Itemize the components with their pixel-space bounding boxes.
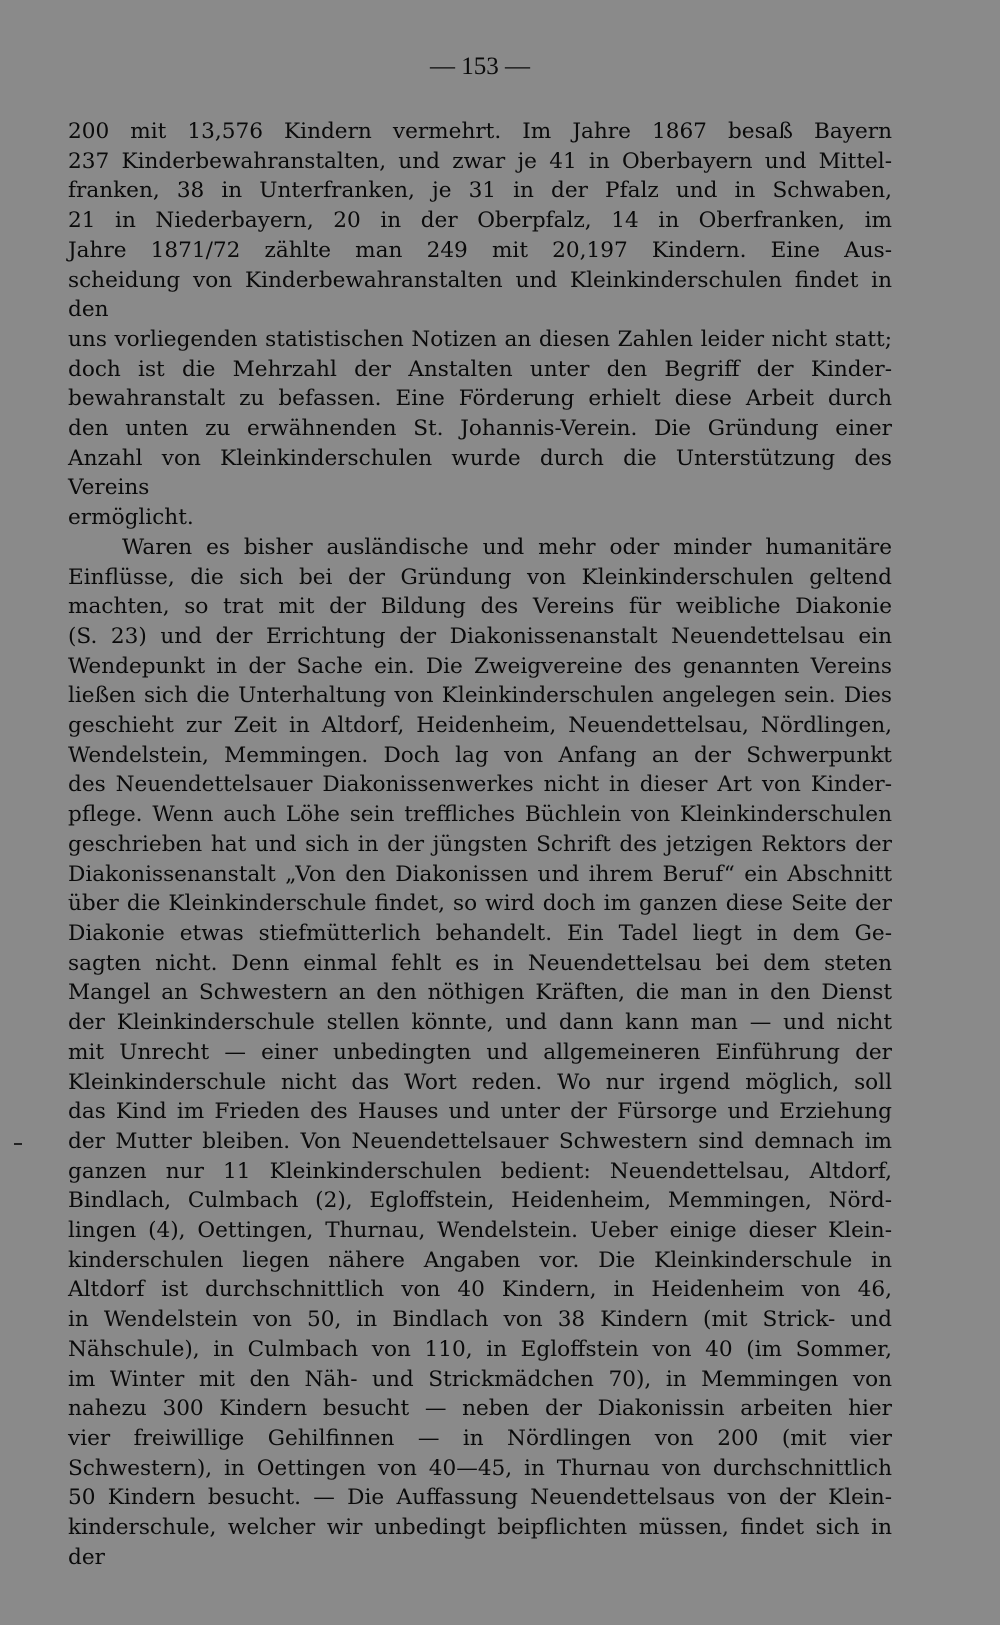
text-line: Jahre 1871/72 zählte man 249 mit 20,197 Kindern. Eine Aus- xyxy=(68,237,892,263)
text-line: geschieht zur Zeit in Altdorf, Heidenheim, Neuendettelsau, Nördlingen, xyxy=(68,713,892,739)
text-line: das Kind im Frieden des Hauses und unter der Fürsorge und Erziehung xyxy=(68,1099,892,1125)
text-line: Wendelstein, Memmingen. Doch lag von Anfang an der Schwerpunkt xyxy=(68,742,892,768)
text-line: des Neuendettelsauer Diakonissenwerkes nicht in dieser Art von Kinder- xyxy=(68,772,892,798)
text-line: nahezu 300 Kindern besucht — neben der Diakonissin arbeiten hier xyxy=(68,1396,892,1422)
text-line: bewahranstalt zu befassen. Eine Förderung erhielt diese Arbeit durch xyxy=(68,386,892,412)
text-line: Nähschule), in Culmbach von 110, in Egloffstein von 40 (im Sommer, xyxy=(68,1336,892,1362)
text-line: der Mutter bleiben. Von Neuendettelsauer Schwestern sind demnach im xyxy=(68,1128,892,1154)
text-line: Wendepunkt in der Sache ein. Die Zweigvereine des genannten Vereins xyxy=(68,653,892,679)
text-line: Diakonie etwas stiefmütterlich behandelt. Ein Tadel liegt in dem Ge- xyxy=(68,920,892,946)
page-number: — 153 — xyxy=(430,53,530,80)
text-line: Anzahl von Kleinkinderschulen wurde durch die Unterstützung des Vereins xyxy=(68,445,892,501)
text-line: Schwestern), in Oettingen von 40—45, in Thurnau von durchschnittlich xyxy=(68,1455,892,1481)
text-line: der Kleinkinderschule stellen könnte, und dann kann man — und nicht xyxy=(68,1010,892,1036)
text-line: in Wendelstein von 50, in Bindlach von 38 Kindern (mit Strick- und xyxy=(68,1307,892,1333)
text-line: kinderschulen liegen nähere Angaben vor. Die Kleinkinderschule in xyxy=(68,1247,892,1273)
text-line: uns vorliegenden statistischen Notizen an diesen Zahlen leider nicht statt; xyxy=(68,326,892,352)
text-line: Diakonissenanstalt „Von den Diakonissen und ihrem Beruf“ ein Abschnitt xyxy=(68,861,892,887)
text-line: doch ist die Mehrzahl der Anstalten unter den Begriff der Kinder- xyxy=(68,356,892,382)
book-page xyxy=(68,52,892,1572)
paragraph-2 xyxy=(68,533,892,1573)
text-line: vier freiwillige Gehilfinnen — in Nördlingen von 200 (mit vier xyxy=(68,1425,892,1451)
text-line: geschrieben hat und sich in der jüngsten Schrift des jetzigen Rektors der xyxy=(68,831,892,857)
text-line: Mangel an Schwestern an den nöthigen Kräften, die man in den Dienst xyxy=(68,980,892,1006)
paragraph-1 xyxy=(68,117,892,533)
text-line: scheidung von Kinderbewahranstalten und Kleinkinderschulen findet in den xyxy=(68,267,892,323)
text-line: 200 mit 13,576 Kindern vermehrt. Im Jahre 1867 besaß Bayern xyxy=(68,119,892,144)
text-line: über die Kleinkinderschule findet, so wird doch im ganzen diese Seite der xyxy=(68,891,892,917)
text-line: 237 Kinderbewahranstalten, und zwar je 41 in Oberbayern und Mittel- xyxy=(68,148,892,174)
text-line: mit Unrecht — einer unbedingten und allgemeineren Einführung der xyxy=(68,1039,892,1065)
text-line: franken, 38 in Unterfranken, je 31 in der Pfalz und in Schwaben, xyxy=(68,178,892,204)
text-line: 21 in Niederbayern, 20 in der Oberpfalz, 14 in Oberfranken, im xyxy=(68,208,892,234)
text-line: sagten nicht. Denn einmal fehlt es in Neuendettelsau bei dem steten xyxy=(68,950,892,976)
text-line: ermöglicht. xyxy=(68,505,194,531)
text-line: machten, so trat mit der Bildung des Vereins für weibliche Diakonie xyxy=(68,594,892,620)
text-line: Waren es bisher ausländische und mehr oder minder humanitäre xyxy=(122,534,892,560)
text-line: Kleinkinderschule nicht das Wort reden. Wo nur irgend möglich, soll xyxy=(68,1069,892,1095)
text-line: kinderschule, welcher wir unbedingt beipflichten müssen, findet sich in der xyxy=(68,1515,892,1570)
text-line: (S. 23) und der Errichtung der Diakonissenanstalt Neuendettelsau ein xyxy=(68,623,892,649)
text-line: 50 Kindern besucht. — Die Auffassung Neuendettelsaus von der Klein- xyxy=(68,1485,892,1511)
text-line: Altdorf ist durchschnittlich von 40 Kindern, in Heidenheim von 46, xyxy=(68,1277,892,1303)
margin-mark xyxy=(14,1143,22,1145)
text-line: ließen sich die Unterhaltung von Kleinkinderschulen angelegen sein. Dies xyxy=(68,683,892,709)
text-line: Bindlach, Culmbach (2), Egloffstein, Heidenheim, Memmingen, Nörd- xyxy=(68,1188,892,1214)
text-line: lingen (4), Oettingen, Thurnau, Wendelstein. Ueber einige dieser Klein- xyxy=(68,1218,892,1244)
text-line: den unten zu erwähnenden St. Johannis-Verein. Die Gründung einer xyxy=(68,416,892,442)
text-line: Einflüsse, die sich bei der Gründung von Kleinkinderschulen geltend xyxy=(68,564,892,590)
text-line: im Winter mit den Näh- und Strickmädchen 70), in Memmingen von xyxy=(68,1366,892,1392)
text-line: ganzen nur 11 Kleinkinderschulen bedient: Neuendettelsau, Altdorf, xyxy=(68,1158,892,1184)
text-line: pflege. Wenn auch Löhe sein treffliches Büchlein von Kleinkinderschulen xyxy=(68,802,892,828)
